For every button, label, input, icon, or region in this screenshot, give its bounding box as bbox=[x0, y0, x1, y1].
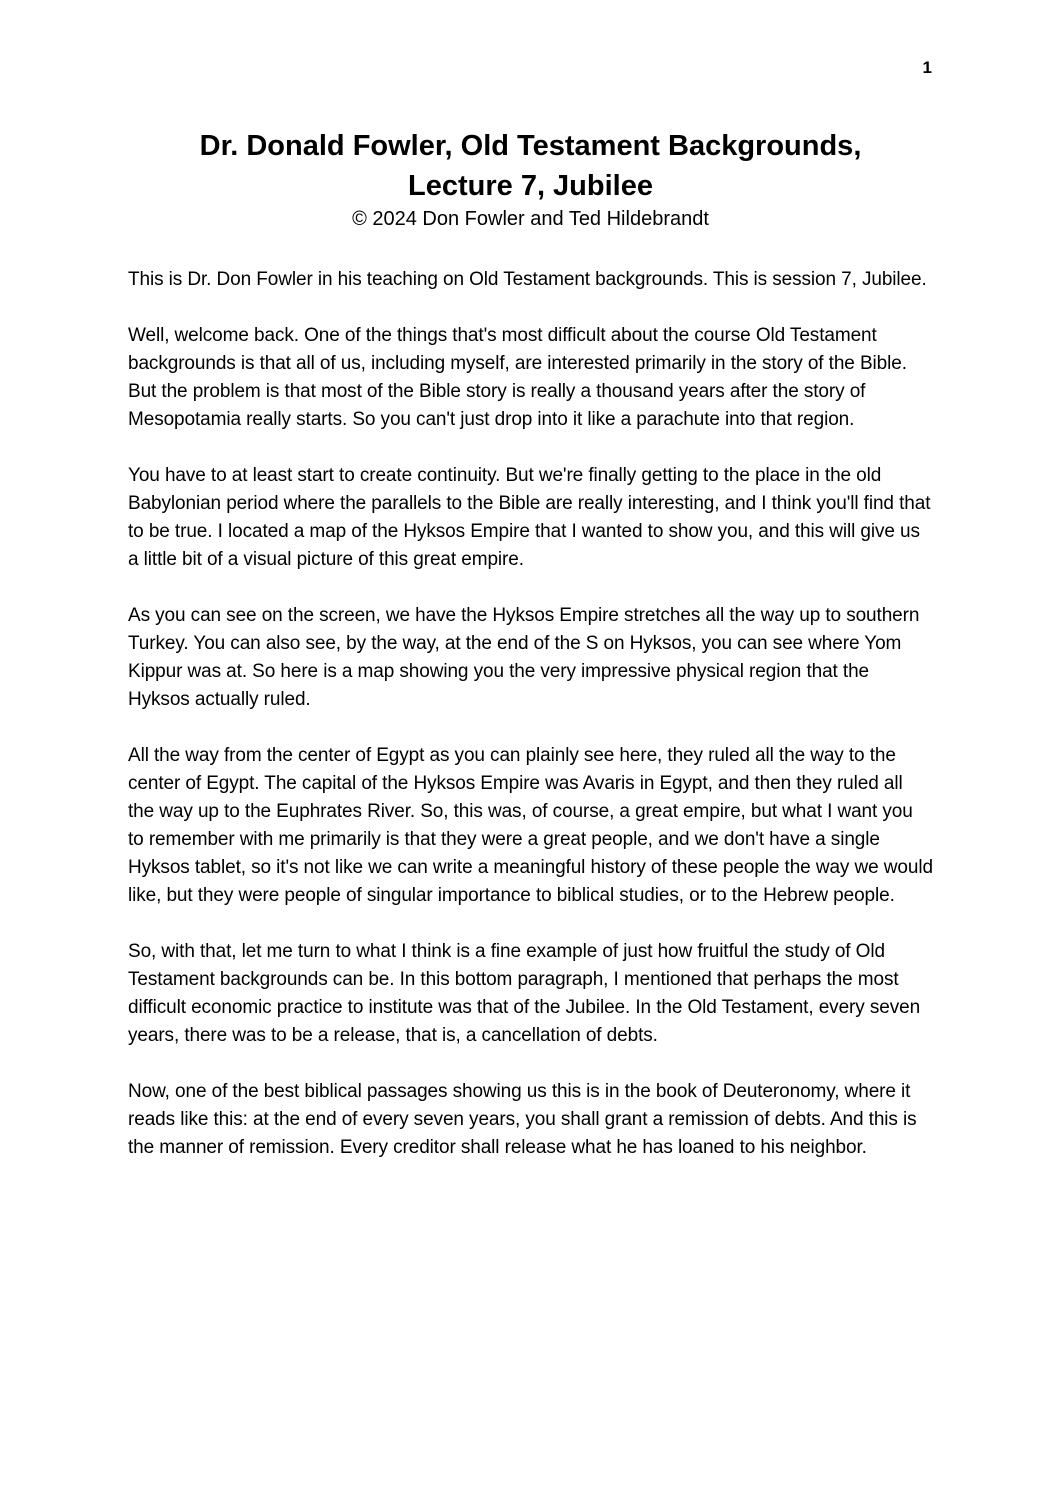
paragraph-deuteronomy: Now, one of the best biblical passages showing us this is in the book of Deuteronomy, where it reads like this: at the end of every seven years, you shall grant a remission of debts. And this is the manner of remission. Every creditor shall release what he has loaned to his neighbor. bbox=[128, 1081, 917, 1158]
document-content bbox=[128, 126, 933, 1190]
paragraph-intro: This is Dr. Don Fowler in his teaching on Old Testament backgrounds. This is session 7, Jubilee. bbox=[128, 269, 927, 290]
document-title bbox=[128, 126, 933, 206]
paragraph-hyksos-empire: All the way from the center of Egypt as you can plainly see here, they ruled all the way to the center of Egypt. The capital of the Hyksos Empire was Avaris in Egypt, and then they ruled all the way up to the Euphrates River. So, this was, of course, a great empire, but what I want you to remember with me primarily is that they were a great people, and we don't have a single Hyksos tablet, so it's not like we can write a meaningful history of these people the way we would like, but they were people of singular importance to biblical studies, or to the Hebrew people. bbox=[128, 745, 933, 906]
document-title-line2: Lecture 7, Jubilee bbox=[408, 170, 653, 202]
paragraph-jubilee: So, with that, let me turn to what I think is a fine example of just how fruitful the study of Old Testament backgrounds can be. In this bottom paragraph, I mentioned that perhaps the most difficult economic practice to institute was that of the Jubilee. In the Old Testament, every seven years, there was to be a release, that is, a cancellation of debts. bbox=[128, 941, 921, 1046]
body-text bbox=[128, 266, 933, 1162]
page-number: 1 bbox=[922, 58, 932, 77]
copyright-line: © 2024 Don Fowler and Ted Hildebrandt bbox=[352, 208, 709, 230]
paragraph-hyksos-map: As you can see on the screen, we have the Hyksos Empire stretches all the way up to southern Turkey. You can also see, by the way, at the end of the S on Hyksos, you can see where Yom Kippur was at. So here is a map showing you the very impressive physical region that the Hyksos actually ruled. bbox=[128, 605, 920, 710]
document-title-line1: Dr. Donald Fowler, Old Testament Backgrounds, bbox=[199, 130, 862, 162]
paragraph-continuity: You have to at least start to create continuity. But we're finally getting to the place in the old Babylonian period where the parallels to the Bible are really interesting, and I think you'll find that to be true. I located a map of the Hyksos Empire that I wanted to show you, and this will give us a little bit of a visual picture of this great empire. bbox=[128, 465, 931, 570]
paragraph-welcome: Well, welcome back. One of the things that's most difficult about the course Old Testament backgrounds is that all of us, including myself, are interested primarily in the story of the Bible. But the problem is that most of the Bible story is really a thousand years after the story of Mesopotamia really starts. So you can't just drop into it like a parachute into that region. bbox=[128, 325, 907, 430]
